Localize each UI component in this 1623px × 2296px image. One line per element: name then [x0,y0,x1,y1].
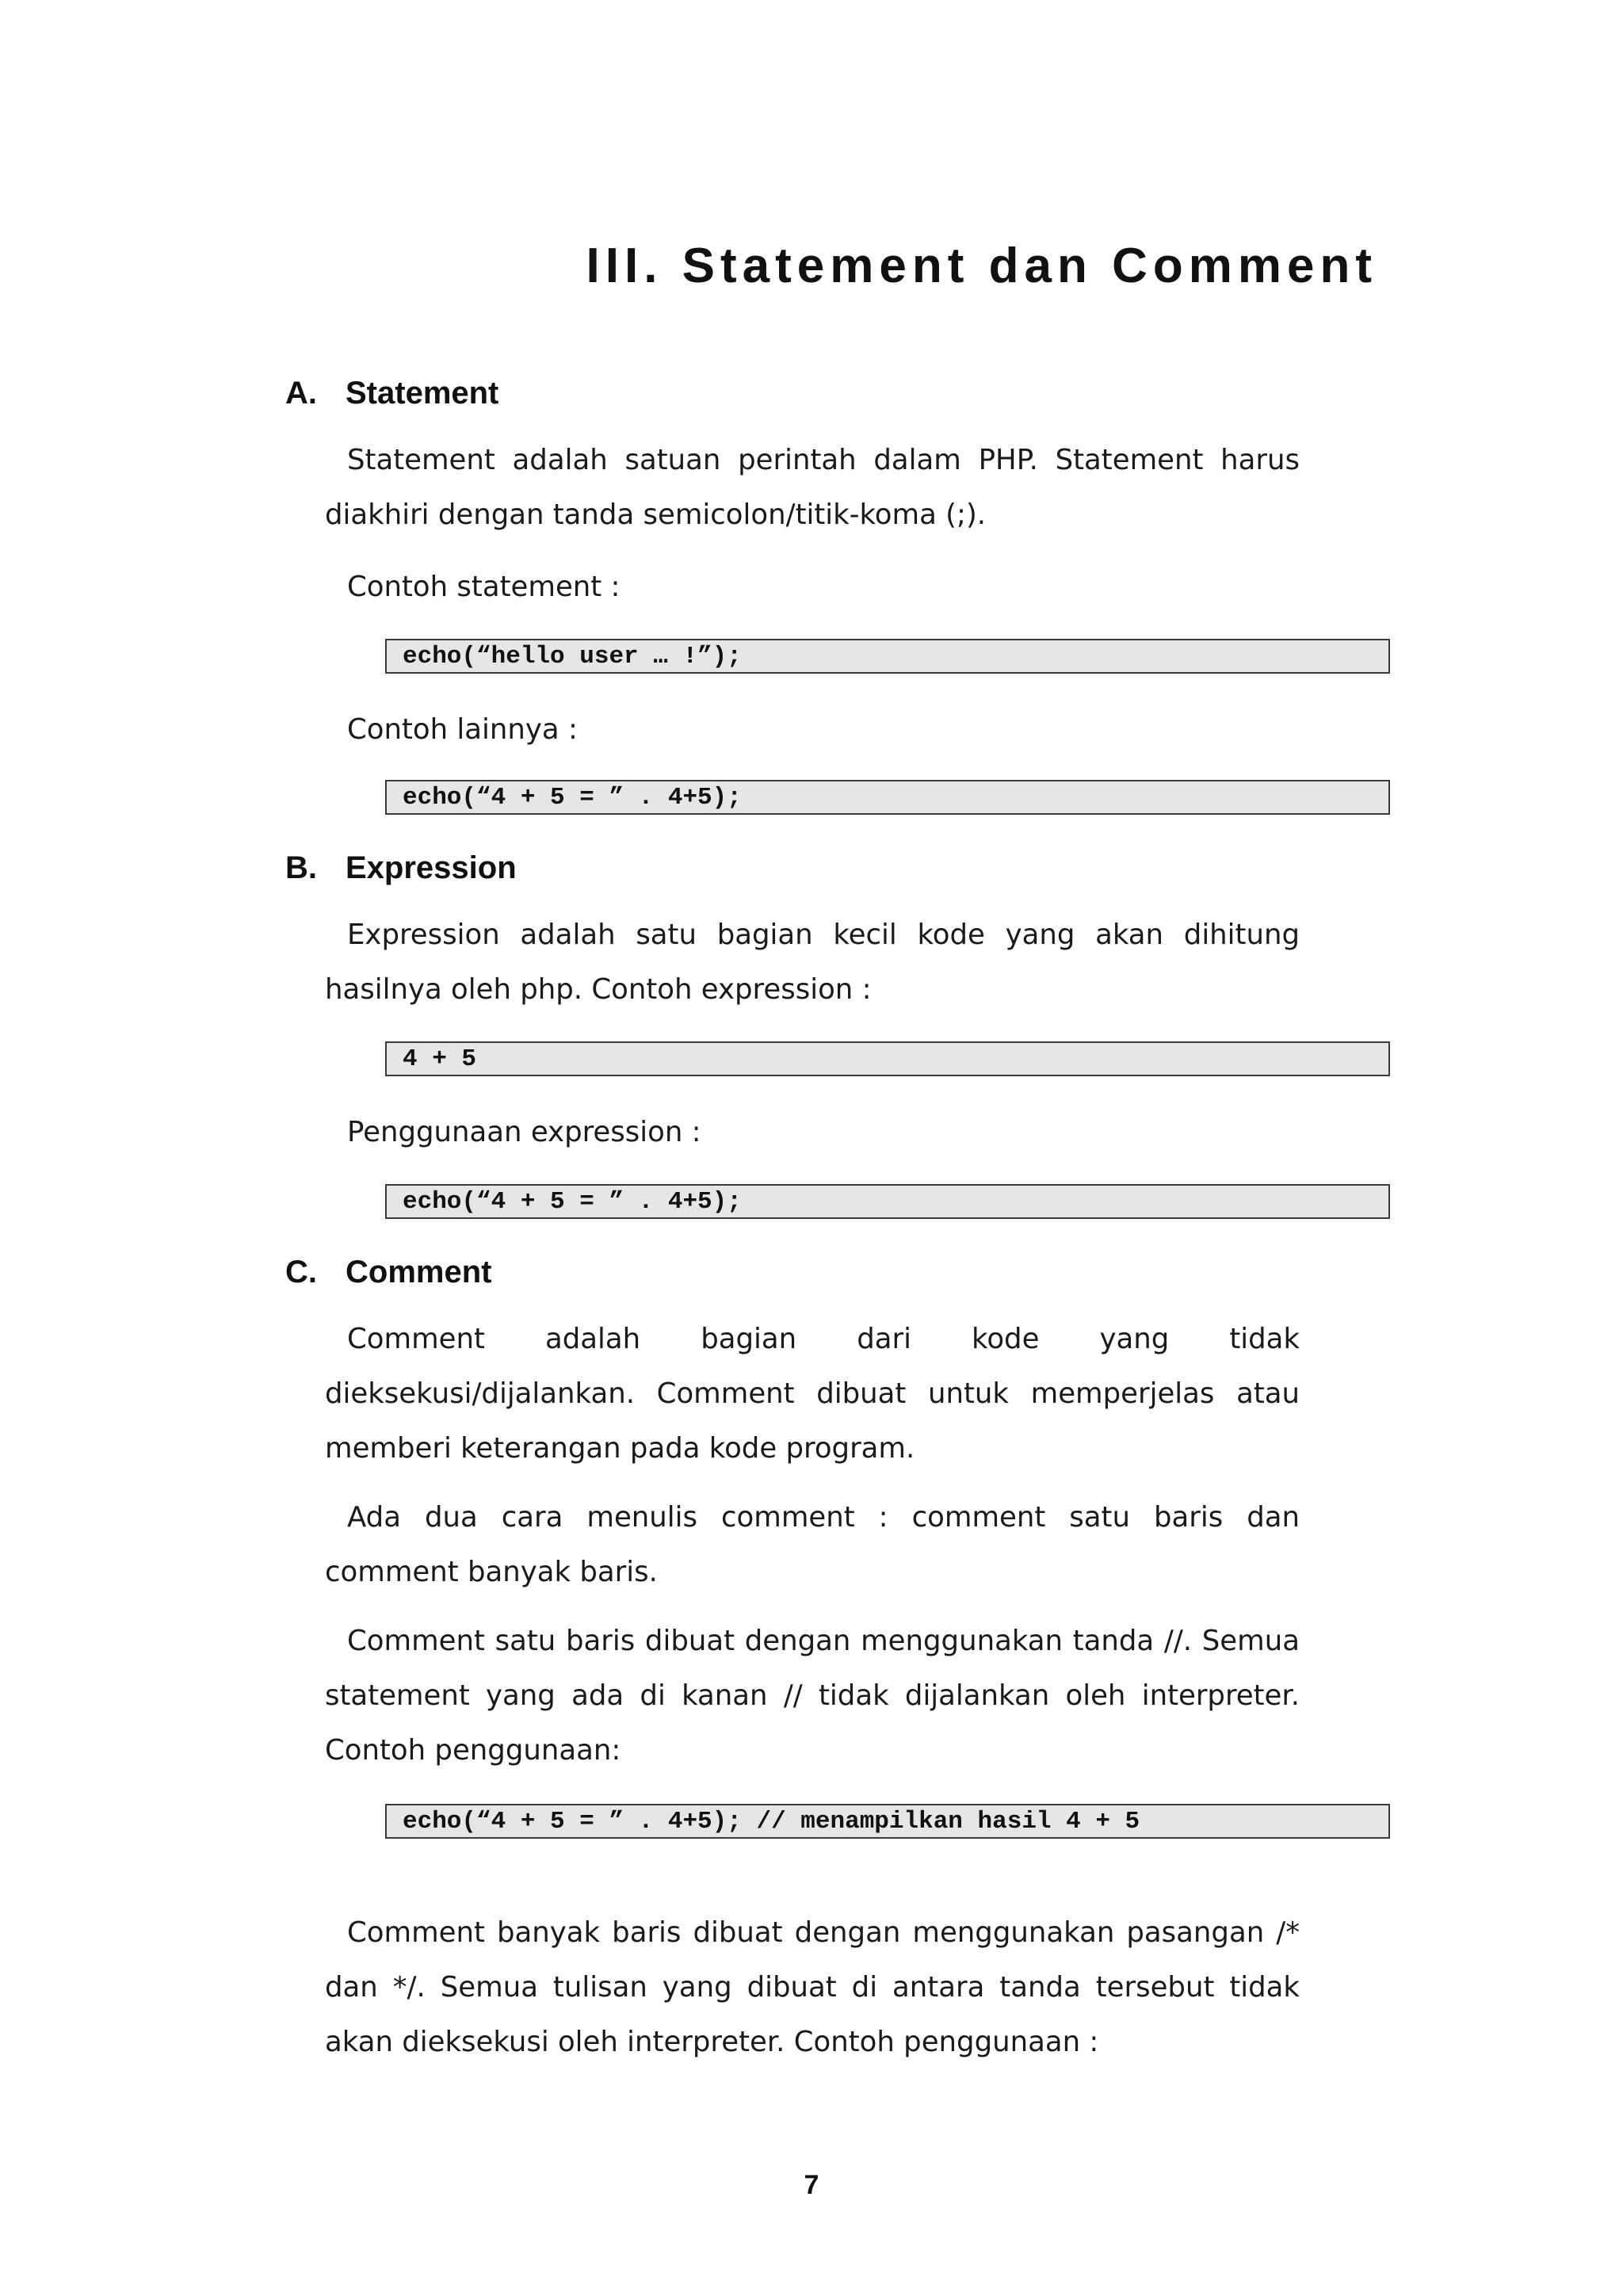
page-number: 7 [804,2170,819,2200]
statement-intro-paragraph: Statement adalah satuan perintah dalam PHP. Statement harus diakhiri dengan tanda semicolon/titik-koma (;). [325,444,1300,531]
expression-usage-label: Penggunaan expression : [347,1116,701,1148]
section-heading-statement [285,376,498,411]
expression-intro-paragraph: Expression adalah satu bagian kecil kode yang akan dihitung hasilnya oleh php. Contoh expression : [325,919,1300,1006]
section-heading-expression [285,850,517,886]
comment-types-paragraph: Ada dua cara menulis comment : comment satu baris dan comment banyak baris. [325,1501,1300,1588]
comment-definition-paragraph: Comment adalah bagian dari kode yang tidak dieksekusi/dijalankan. Comment dibuat untuk memperjelas atau memberi keterangan pada kode program. [325,1323,1300,1465]
section-letter: C. [285,1255,317,1289]
code-block-statement-example2: echo(“4 + 5 = ” . 4+5); [385,780,1390,815]
section-title: Expression [346,850,517,885]
code-block-statement-example: echo(“hello user … !”); [385,639,1390,674]
statement-example-label: Contoh statement : [347,571,621,603]
section-title: Statement [346,376,499,411]
statement-example2-label: Contoh lainnya : [347,713,578,746]
section-letter: B. [285,850,317,885]
multi-line-comment-paragraph: Comment banyak baris dibuat dengan menggunakan pasangan /* dan */. Semua tulisan yang dibuat di antara tanda tersebut tidak akan dieksekusi oleh interpreter. Contoh penggunaan : [325,1916,1300,2058]
single-line-comment-paragraph: Comment satu baris dibuat dengan menggunakan tanda //. Semua statement yang ada di kanan // tidak dijalankan oleh interpreter. Contoh penggunaan: [325,1625,1300,1767]
code-block-expression-example: 4 + 5 [385,1041,1390,1076]
code-block-single-line-comment: echo(“4 + 5 = ” . 4+5); // menampilkan hasil 4 + 5 [385,1804,1390,1839]
section-heading-comment [285,1255,491,1290]
chapter-title: III. Statement dan Comment [586,239,1377,293]
code-block-expression-usage: echo(“4 + 5 = ” . 4+5); [385,1184,1390,1219]
section-letter: A. [285,376,317,411]
section-title: Comment [346,1255,492,1289]
